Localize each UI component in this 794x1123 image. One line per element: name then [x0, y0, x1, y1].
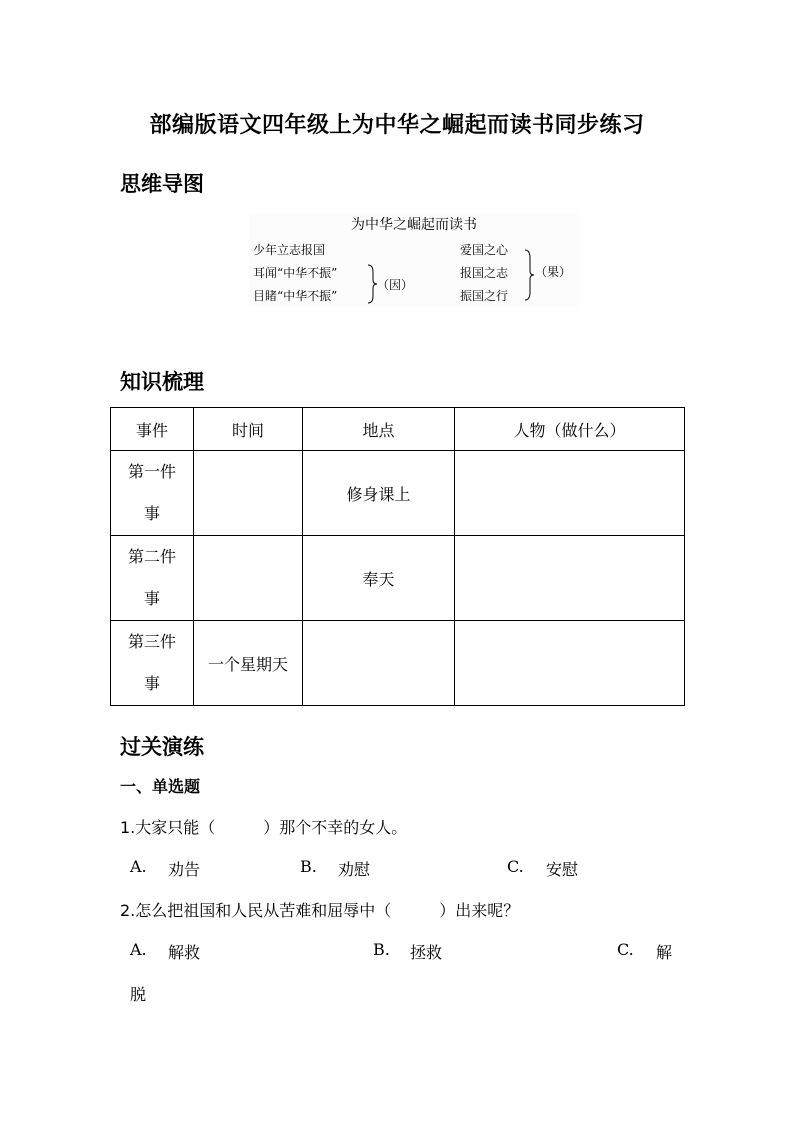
mind-map-cause: 目睹“中华不振” [253, 289, 338, 303]
table-cell-time: 一个星期天 [194, 621, 303, 706]
section-heading-knowledge: 知识梳理 [120, 370, 204, 394]
table-header-row [111, 408, 685, 451]
table-cell-place: 奉天 [303, 536, 455, 621]
mind-map-effect: 报国之志 [460, 266, 509, 280]
knowledge-table [110, 407, 685, 706]
mind-map-title: 为中华之崛起而读书 [351, 217, 477, 233]
table-cell-person [455, 451, 685, 536]
mind-map-effect: 振国之行 [460, 289, 509, 303]
mind-map-cause-label: （因） [377, 278, 414, 292]
table-cell-place: 修身课上 [303, 451, 455, 536]
mind-map [249, 214, 579, 306]
option-text-wrap: 脱 [130, 985, 147, 1004]
table-row [111, 536, 685, 621]
option-letter: B. [373, 940, 390, 959]
table-header: 事件 [111, 408, 194, 451]
option-text: 拯救 [410, 943, 443, 962]
table-cell-event: 第一件 事 [111, 451, 194, 536]
subsection-heading: 一、单选题 [120, 777, 201, 796]
table-cell-place [303, 621, 455, 706]
table-cell-person [455, 621, 685, 706]
option-text: 劝告 [168, 860, 201, 879]
question-1: 1.大家只能（ ）那个不幸的女人。 [120, 818, 408, 837]
table-cell-event: 第二件 事 [111, 536, 194, 621]
option-letter: C. [507, 857, 524, 876]
page-title: 部编版语文四年级上为中华之崛起而读书同步练习 [149, 113, 645, 138]
table-row [111, 451, 685, 536]
table-header: 地点 [303, 408, 455, 451]
section-heading-practice: 过关演练 [120, 735, 204, 759]
option-text: 安慰 [546, 860, 579, 879]
table-cell-person [455, 536, 685, 621]
table-header: 时间 [194, 408, 303, 451]
option-text: 解救 [168, 943, 201, 962]
option-letter: C. [617, 940, 634, 959]
table-cell-time [194, 536, 303, 621]
option-text: 劝慰 [338, 860, 371, 879]
question-2: 2.怎么把祖国和人民从苦难和屈辱中（ ）出来呢？ [120, 901, 520, 920]
mind-map-effect: 爱国之心 [460, 243, 509, 257]
table-row [111, 621, 685, 706]
option-text: 解 [656, 943, 673, 962]
option-letter: A. [130, 940, 147, 959]
table-cell-event: 第三件 事 [111, 621, 194, 706]
mind-map-effect-label: （果） [535, 265, 572, 279]
mind-map-cause: 少年立志报国 [253, 243, 326, 257]
mind-map-cause: 耳闻“中华不振” [253, 266, 338, 280]
table-cell-time [194, 451, 303, 536]
brace-icon [523, 249, 535, 301]
table-header: 人物（做什么） [455, 408, 685, 451]
section-heading-mindmap: 思维导图 [120, 172, 204, 196]
option-letter: B. [300, 857, 317, 876]
option-letter: A. [130, 857, 147, 876]
